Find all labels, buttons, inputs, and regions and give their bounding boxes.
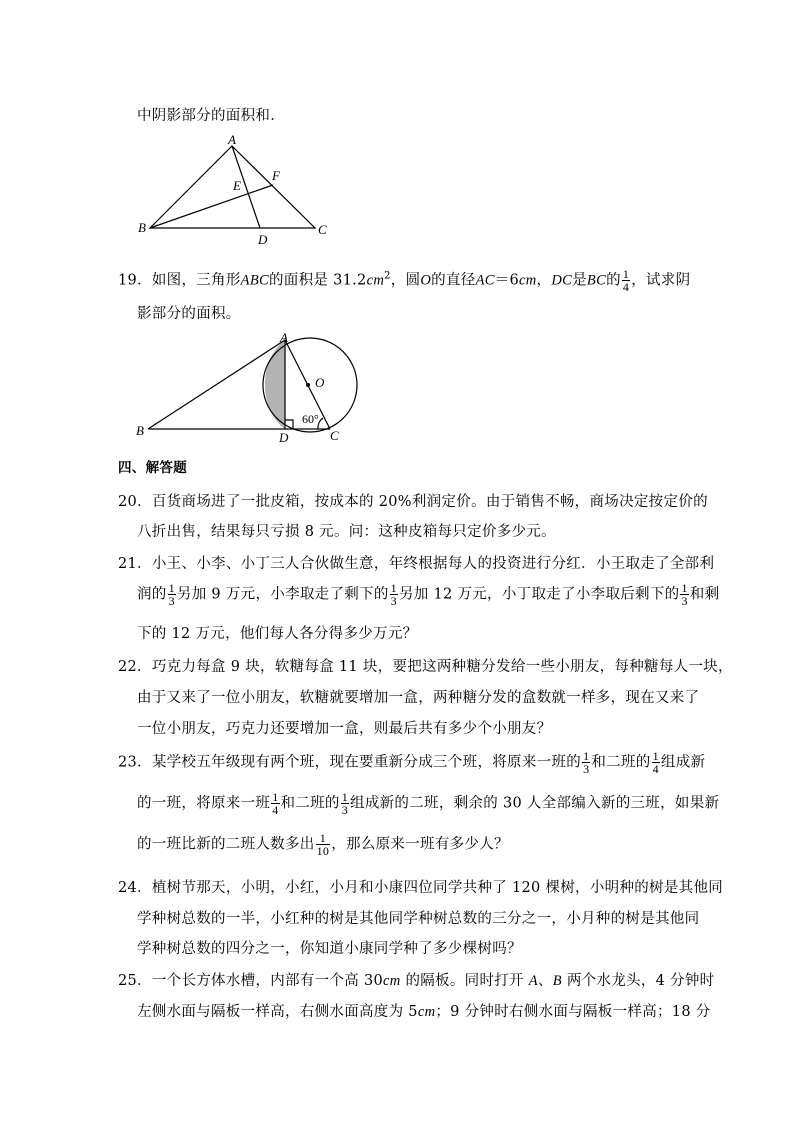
q19-number: 19．: [118, 272, 152, 289]
q25-line1: 25．一个长方体水槽，内部有一个高 30cm 的隔板。同时打开 A、B 两个水龙头，4 分钟时: [118, 973, 715, 989]
q19-cm: cm: [366, 272, 385, 289]
q19-text-i: ，试求阴: [631, 272, 691, 289]
q19-bc: BC: [586, 272, 607, 289]
section-heading: 四、解答题: [118, 460, 187, 476]
figure-19-circle-triangle: [130, 328, 370, 446]
q23-line2: 的一班，将原来一班 $\frac{1}{4}$ 和二班的 $\frac{1}{3}$ 组成新的二班，剩余的 30 人全部编入新的三班，如果新: [137, 790, 720, 817]
q19-text-a: 如图，三角形: [151, 272, 241, 289]
q19-fraction: $\frac{1}{4}$: [622, 267, 630, 294]
q19-text-f: ，: [536, 272, 552, 289]
q24-line3: 学种树总数的四分之一，你知道小康同学种了多少棵树吗？: [137, 941, 522, 957]
fraction: $\frac{1}{3}$: [583, 749, 590, 776]
q19-text-e: ＝6: [494, 272, 520, 289]
fraction: $\frac{1}{3}$: [390, 581, 397, 608]
q19-dc: DC: [551, 272, 573, 289]
q19-cm2: cm: [519, 272, 537, 289]
q19-text-b: 的面积是 31.2: [268, 272, 367, 289]
label-angle: 60°: [302, 412, 319, 426]
q18-tail-text: 中阴影部分的面积和．: [137, 108, 285, 124]
q25-line2: 左侧水面与隔板一样高，右侧水面高度为 5cm；9 分钟时右侧水面与隔板一样高；18 分: [137, 1004, 711, 1020]
figure-18-triangle: [130, 128, 340, 248]
q19-o: O: [420, 272, 432, 289]
q20-line2: 八折出售，结果每只亏损 8 元。问：这种皮箱每只定价多少元。: [137, 524, 556, 540]
fraction: $\frac{1}{3}$: [341, 790, 349, 817]
label-a: A: [228, 132, 236, 147]
label-a: A: [280, 330, 288, 345]
label-o: O: [315, 375, 325, 390]
q23-line3: 的一班比新的二班人数多出 $\frac{1}{10}$ ，那么原来一班有多少人？: [137, 831, 509, 858]
q22-line1: 22．巧克力每盒 9 块，软糖每盒 11 块，要把这两种糖分发给一些小朋友，每种糖每人一块，: [118, 659, 733, 675]
q19-text-g: 是: [572, 272, 587, 289]
label-e: E: [233, 178, 241, 193]
label-c: C: [330, 428, 339, 443]
q19-text-d: 的直径: [431, 272, 476, 289]
label-b: B: [136, 423, 144, 438]
q19-sup: 2: [384, 270, 391, 282]
q20-line1: 20．百货商场进了一批皮箱，按成本的 20%利润定价。由于销售不畅，商场决定按定价的: [118, 494, 708, 510]
fraction: $\frac{1}{4}$: [272, 790, 279, 817]
label-b: B: [138, 220, 146, 235]
label-f: F: [272, 168, 280, 183]
q19-abc: ABC: [240, 272, 269, 289]
fraction: $\frac{1}{3}$: [168, 581, 175, 608]
fraction: $\frac{1}{4}$: [652, 749, 659, 776]
q22-line2: 由于又来了一位小朋友，软糖就要增加一盒，两种糖分发的盒数就一样多，现在又来了: [137, 690, 700, 706]
fraction: $\frac{1}{10}$: [316, 831, 330, 858]
q19-ac: AC: [475, 272, 495, 289]
segment-ba: [148, 340, 285, 429]
q21-line2: 润的 $\frac{1}{3}$ 另加 9 万元，小李取走了剩下的 $\frac{1}{3}$ 另加 12 万元，小丁取走了小李取后剩下的 $\frac{1}{3}$ 和剩: [137, 581, 720, 608]
q21-line3: 下的 12 万元，他们每人各分得多少万元？: [137, 626, 418, 642]
center-point: [306, 383, 310, 387]
q24-line1: 24．植树节那天，小明，小红，小月和小康四位同学共种了 120 棵树，小明种的树是其他同: [118, 880, 724, 896]
segment-bf: [150, 185, 273, 228]
q23-line1: 23．某学校五年级现有两个班，现在要重新分成三个班，将原来一班的 $\frac{1}{3}$ 和二班的 $\frac{1}{4}$ 组成新: [118, 749, 706, 776]
q19-text-c: ，圆: [390, 272, 421, 289]
q22-line3: 一位小朋友，巧克力还要增加一盒，则最后共有多少个小朋友？: [137, 721, 552, 737]
q19-line2: 影部分的面积。: [137, 306, 241, 322]
label-c: C: [318, 222, 327, 237]
q19-text-h: 的: [606, 272, 621, 289]
q24-line2: 学种树总数的一半，小红种的树是其他同学种树总数的三分之一，小月种的树是其他同: [137, 911, 700, 927]
fraction: $\frac{1}{3}$: [681, 581, 688, 608]
label-d: D: [258, 232, 268, 247]
label-d: D: [279, 430, 289, 445]
q21-line1: 21．小王、小李、小丁三人合伙做生意，年终根据每人的投资进行分红．小王取走了全部利: [118, 556, 715, 572]
q19-line1: [118, 268, 690, 293]
